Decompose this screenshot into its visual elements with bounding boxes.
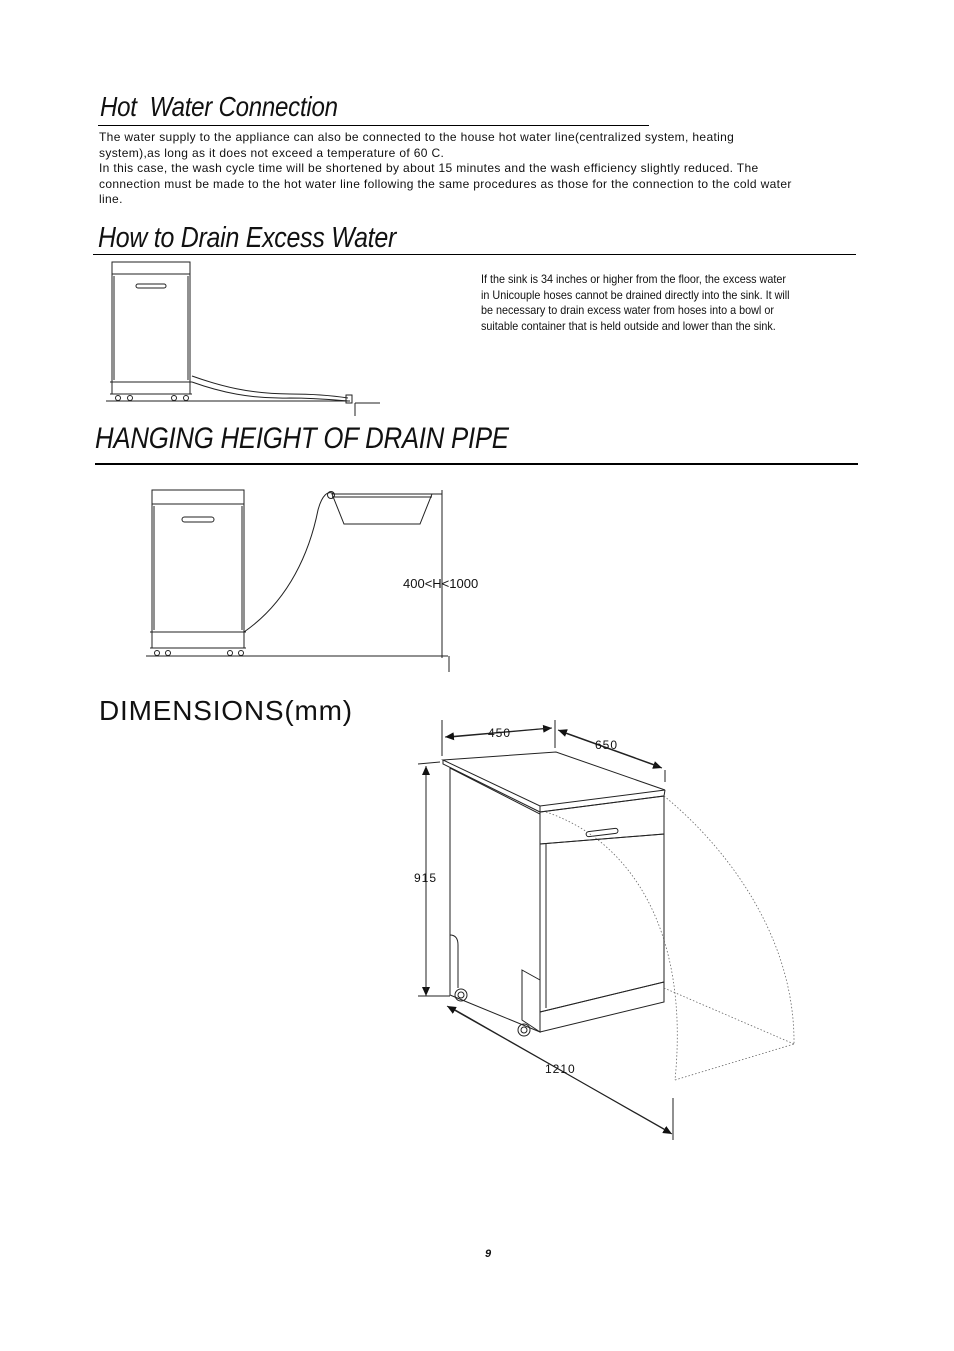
dimension-height-label: 915	[414, 871, 438, 885]
dimension-door-open-label: 1210	[545, 1062, 576, 1076]
hot-water-paragraph-2: In this case, the wash cycle time will be shortened by about 15 minutes and the wash efficiency slightly reduced. The connection must be made to the hot water line following the same procedures as those for the connection to the cold water line.	[99, 161, 792, 206]
drain-excess-title: How to Drain Excess Water	[98, 222, 397, 254]
dimensions-title: DIMENSIONS(mm)	[99, 695, 353, 726]
drain-excess-text: If the sink is 34 inches or higher from the floor, the excess water in Unicouple hoses cannot be drained directly into the sink. It will be necessary to drain excess water from hoses into a bowl or suitable container that is held outside and lower than the sink.	[481, 272, 790, 333]
hanging-height-label: 400<H<1000	[403, 576, 479, 591]
hot-water-rule	[98, 125, 649, 126]
hanging-height-rule	[95, 463, 858, 465]
hot-water-paragraph-1: The water supply to the appliance can also be connected to the house hot water line(centralized system, heating system),as long as it does not exceed a temperature of 60 C.	[99, 130, 735, 160]
dimension-width-label: 450	[488, 726, 512, 740]
drain-excess-rule	[93, 254, 856, 255]
dimension-depth-label: 650	[595, 738, 619, 752]
hanging-height-title: HANGING HEIGHT OF DRAIN PIPE	[95, 422, 509, 455]
drain-excess-illustration	[100, 258, 390, 418]
dimensions-illustration	[400, 720, 820, 1150]
page-number: 9	[485, 1248, 492, 1260]
hot-water-title: Hot Water Connection	[100, 91, 338, 122]
